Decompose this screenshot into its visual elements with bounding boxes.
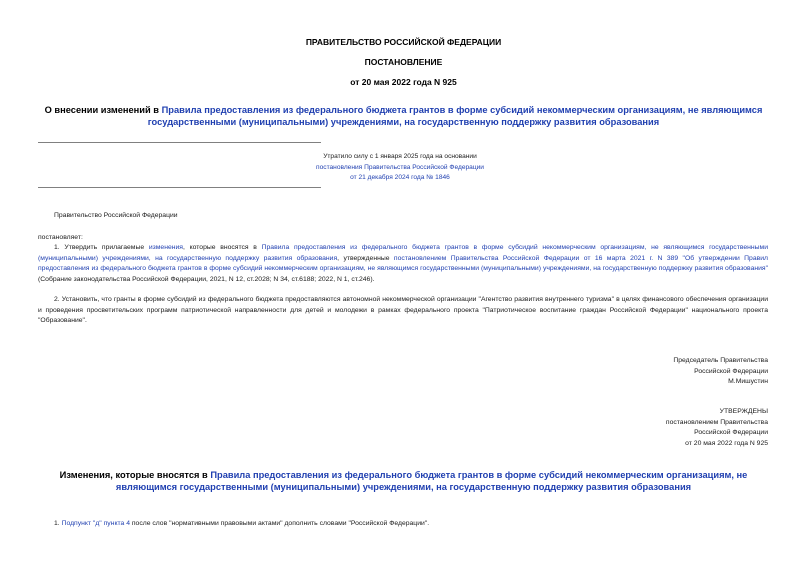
signature-country: Российской Федерации bbox=[694, 367, 768, 375]
subpoint-link[interactable]: Подпункт "д" пункта 4 bbox=[61, 520, 130, 527]
change-text: после слов "нормативными правовыми актами" дополнить словами "Российской Федерации". bbox=[129, 520, 430, 527]
repeal-decree-date-link[interactable]: от 21 декабря 2024 года № 1846 bbox=[350, 174, 450, 181]
signature-block bbox=[468, 356, 768, 388]
changes-rules-link[interactable]: Правила предоставления из федерального бюджета грантов в форме субсидий некоммерческим организациям, не являющимся государственными (муниципальными) учреждениями, на государственную поддержку развития образования bbox=[115, 470, 748, 492]
signature-name: М.Мишустин bbox=[728, 378, 768, 386]
approval-date: от 20 мая 2022 года N 925 bbox=[685, 439, 768, 447]
p1-text-2: , которые вносятся в bbox=[182, 244, 262, 251]
change-number: 1. bbox=[54, 520, 62, 527]
changes-title bbox=[40, 469, 767, 493]
status-note bbox=[280, 152, 520, 184]
approval-heading: УТВЕРЖДЕНЫ bbox=[719, 408, 768, 415]
p1-rules-link[interactable]: Правила предоставления из федерального бюджета грантов в форме субсидий некоммерческим организациям, не являющимся государственными (муниципальными) учреждениями, на государственную поддержку развития образования bbox=[38, 244, 768, 262]
decree-word: постановляет: bbox=[38, 234, 83, 241]
p1-text-4: (Собрание законодательства Российской Федерации, 2021, N 12, ст.2028; N 34, ст.6188; 2022, N 1, ст.246). bbox=[38, 275, 375, 283]
signature-position: Председатель Правительства bbox=[673, 357, 768, 364]
paragraph-1 bbox=[38, 243, 768, 285]
repeal-decree-link[interactable]: постановления Правительства Российской Федерации bbox=[316, 163, 484, 171]
changes-title-prefix: Изменения, которые вносятся в bbox=[59, 470, 211, 480]
approval-block bbox=[468, 407, 768, 449]
divider-bottom bbox=[38, 187, 321, 188]
divider-top bbox=[38, 142, 321, 143]
document-title bbox=[40, 104, 767, 128]
p1-text-3: , утвержденные bbox=[337, 254, 394, 262]
change-item-1 bbox=[54, 519, 768, 530]
approval-decree: постановлением Правительства bbox=[665, 418, 768, 426]
paragraph-2: 2. Установить, что гранты в форме субсидий из федерального бюджета предоставляются автономной некоммерческой организации "Агентство развития внутреннего туризма" в целях финансового обеспечения организации и проведения просветительских программ патриотической направленности для детей и молодежи в рамках федерального проекта "Патриотическое воспитание граждан Российской Федерации" национального проекта "Образование". bbox=[38, 296, 768, 325]
p1-text-1: 1. Утвердить прилагаемые bbox=[54, 244, 149, 251]
changes-link[interactable]: изменения bbox=[148, 244, 183, 251]
decree-389-link[interactable]: постановлением Правительства Российской Федерации от 16 марта 2021 г. N 389 "Об утверждении Правил предоставления из федерального бюджета грантов в форме субсидий некоммерческим организациям, не являющимся государственными (муниципальными) учреждениями, на государственную поддержку развития образования" bbox=[38, 254, 768, 273]
approval-country: Российской Федерации bbox=[694, 429, 768, 437]
issuer-text: Правительство Российской Федерации bbox=[54, 212, 178, 219]
rules-link[interactable]: Правила предоставления из федерального бюджета грантов в форме субсидий некоммерческим организациям, не являющимся государственными (муниципальными) учреждениями, на государственную поддержку развития образования bbox=[147, 105, 763, 127]
government-heading: ПРАВИТЕЛЬСТВО РОССИЙСКОЙ ФЕДЕРАЦИИ bbox=[305, 37, 502, 47]
document-date-number: от 20 мая 2022 года N 925 bbox=[350, 77, 457, 87]
document-type: ПОСТАНОВЛЕНИЕ bbox=[364, 57, 443, 67]
status-line: Утратило силу с 1 января 2025 года на основании bbox=[323, 153, 477, 160]
document-title-prefix: О внесении изменений в bbox=[44, 105, 162, 115]
